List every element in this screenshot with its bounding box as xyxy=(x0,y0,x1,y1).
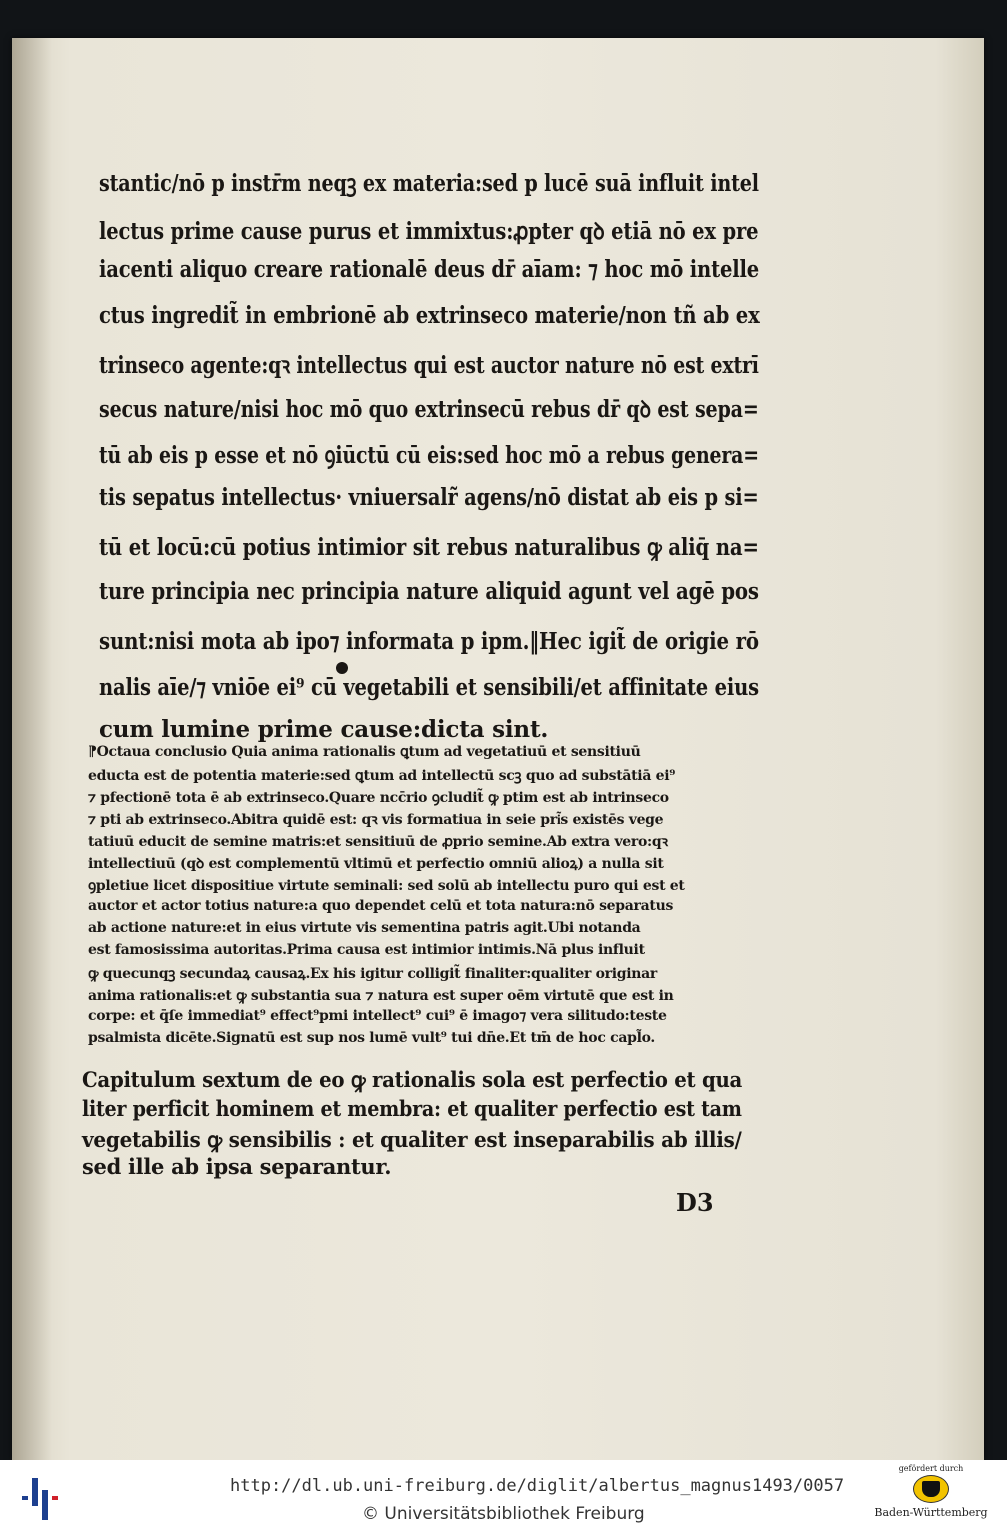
chapter-heading-line: vegetabilis ꝙ sensibilis : et qualiter est inseparabilis ab illis/ xyxy=(82,1127,742,1152)
main-text-line: ture principia nec principia nature aliquid agunt vel agē pos xyxy=(99,578,759,605)
main-text-line: nalis aīe/⁊ vniōe ei⁹ cū vegetabili et sensibili/et affinitate eius xyxy=(99,674,759,701)
conclusion-line: ab actione nature:et in eius virtute vis sementina patris agit.Ubi notanda xyxy=(88,920,641,936)
main-text-line: iacenti aliquo creare rationalē deus dr̄ aīam: ⁊ hoc mō intelle xyxy=(99,256,760,283)
main-text-line: sunt:nisi mota ab ipo⁊ informata p ipm.‖Hec igit̃ de origie rō xyxy=(99,628,759,655)
conclusion-line: psalmista dicēte.Signatū est sup nos lumē vult⁹ tui dn̄e.Et tm̄ de hoc capl̃o. xyxy=(88,1030,655,1046)
chapter-heading-line: Capitulum sextum de eo ꝙ rationalis sola est perfectio et qua xyxy=(82,1067,743,1092)
conclusion-line: tatiuū educit de semine matris:et sensitiuū de ꝓprio semine.Ab extra vero:qꝛ xyxy=(88,834,668,850)
logo-bar xyxy=(42,1490,48,1520)
permalink-url[interactable]: http://dl.ub.uni-freiburg.de/diglit/albertus_magnus1493/0057 xyxy=(230,1476,845,1496)
sponsor-badge[interactable] xyxy=(868,1464,994,1530)
conclusion-line: ⁊ pfectionē tota ē ab extrinseco.Quare ncc̄rio ꝯcludit̃ ꝙ ptim est ab intrinseco xyxy=(88,790,669,806)
chapter-heading-line: liter perficit hominem et membra: et qualiter perfectio est tam xyxy=(82,1096,742,1121)
page-gutter-shadow xyxy=(12,38,52,1460)
conclusion-line: ⁊ pti ab extrinseco.Abitra quidē est: qꝛ vis formatiua in seie pri͂s existēs vege xyxy=(88,812,664,828)
conclusion-line: auctor et actor totius nature:a quo dependet celū et tota natura:nō separatus xyxy=(88,898,674,914)
library-logo-icon[interactable] xyxy=(22,1472,66,1520)
main-text-line: ctus ingredit̃ in embrionē ab extrinseco materie/non tñ ab ex xyxy=(99,302,760,329)
conclusion-line: corpe: et q̄ſe immediat⁹ effect⁹pmi intellect⁹ cui⁹ ē imago⁊ vera silitudo:teste xyxy=(88,1008,667,1024)
conclusion-line: ꝯpletiue licet dispositiue virtute seminali: sed solū ab intellectu puro qui est et xyxy=(88,878,685,894)
state-emblem-icon xyxy=(913,1475,949,1503)
main-text-line: stantic/nō p instr̄m neqꝫ ex materia:sed p lucē suā influit intel xyxy=(99,170,759,197)
conclusion-line: est famosissima autoritas.Prima causa est intimior intimis.Nā plus influit xyxy=(88,942,645,958)
main-text-line: tū ab eis p esse et nō ꝯiūctū cū eis:sed hoc mō a rebus genera= xyxy=(99,442,759,469)
sponsor-name: Baden-Württemberg xyxy=(874,1506,988,1519)
logo-bar xyxy=(52,1496,58,1500)
main-text-line: tū et locū:cū potius intimior sit rebus naturalibus ꝙ aliq̄ na= xyxy=(99,534,759,561)
signature-mark: D3 xyxy=(676,1188,714,1217)
main-text-line: tis sepatus intellectus· vniuersalr̃ agens/nō distat ab eis p si= xyxy=(99,484,759,511)
conclusion-line: intellectiuū (qꝺ est complementū vltimū et perfectio omniū alioꝝ) a nulla sit xyxy=(88,856,664,872)
sponsor-label: gefördert durch xyxy=(898,1464,964,1473)
copyright-text: © Universitätsbibliothek Freiburg xyxy=(362,1504,645,1524)
conclusion-line: educta est de potentia materie:sed ꝗtum ad intellectū scꝫ quo ad substātiā ei⁹ xyxy=(88,768,676,784)
conclusion-line: anima rationalis:et ꝙ substantia sua ⁊ natura est super oēm virtutē que est in xyxy=(88,988,674,1004)
logo-bar xyxy=(32,1478,38,1506)
footer-bar xyxy=(0,1460,1007,1532)
ink-dot-mark xyxy=(336,662,348,674)
conclusion-line: ⁋Octaua conclusio Quia anima rationalis ꝗtum ad vegetatiuū et sensitiuū xyxy=(88,744,641,760)
chapter-heading-line: sed ille ab ipsa separantur. xyxy=(82,1154,392,1179)
conclusion-line: ꝙ quecunqꝫ secundaꝝ causaꝝ.Ex his igitur colligit̃ finaliter:qualiter originar xyxy=(88,966,657,982)
main-text-line: secus nature/nisi hoc mō quo extrinsecū rebus dr̄ qꝺ est sepa= xyxy=(99,396,759,423)
logo-bar xyxy=(22,1496,28,1500)
main-text-line: lectus prime cause purus et immixtus:ꝓpter qꝺ etiā nō ex pre xyxy=(99,218,759,245)
main-text-line: trinseco agente:qꝛ intellectus qui est auctor nature nō est extrī xyxy=(99,352,759,379)
main-text-line: cum lumine prime cause:dicta sint. xyxy=(99,716,549,743)
